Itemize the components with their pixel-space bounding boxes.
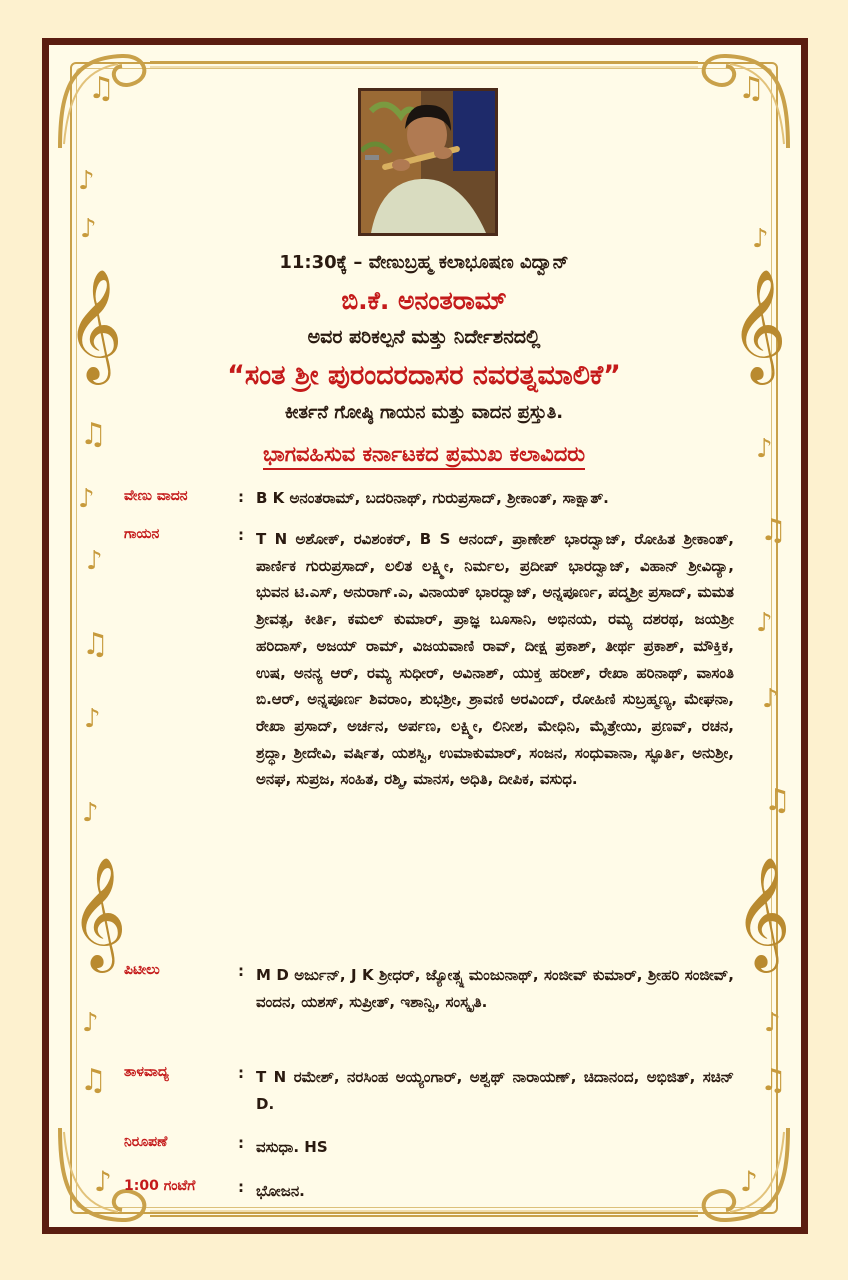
music-note-icon: ♫ — [738, 71, 765, 106]
music-note-icon: ♪ — [756, 608, 773, 638]
treble-clef-icon: 𝄞 — [66, 268, 123, 380]
music-note-icon: ♫ — [82, 627, 109, 662]
performance-line: ಕೀರ್ತನೆ ಗೋಷ್ಠಿ ಗಾಯನ ಮತ್ತು ವಾದನ ಪ್ರಸ್ತುತಿ. — [284, 402, 564, 423]
row-label: ನಿರೂಪಣೆ — [124, 1134, 168, 1150]
row-colon: : — [238, 1178, 244, 1196]
music-note-icon: ♫ — [760, 1063, 787, 1098]
music-note-icon: ♫ — [764, 783, 791, 818]
top-ornament-line — [150, 52, 698, 72]
music-note-icon: ♪ — [78, 484, 95, 514]
music-note-icon: ♪ — [764, 1008, 781, 1038]
artists-heading-text: ಭಾಗವಹಿಸುವ ಕರ್ನಾಟಕದ ಪ್ರಮುಖ ಕಲಾವಿದರು — [263, 442, 585, 470]
row-value: ವಸುಧಾ. HS — [256, 1138, 328, 1156]
row-colon: : — [238, 526, 244, 544]
music-note-icon: ♫ — [760, 513, 787, 548]
row-colon: : — [238, 488, 244, 506]
music-note-icon: ♪ — [80, 214, 97, 244]
music-note-icon: ♪ — [740, 1165, 758, 1198]
row-colon: : — [238, 1064, 244, 1082]
row-label: ಗಾಯನ — [124, 526, 160, 542]
music-note-icon: ♪ — [82, 1008, 99, 1038]
treble-clef-icon: 𝄞 — [70, 856, 127, 968]
row-value: T N ರಮೇಶ್, ನರಸಿಂಹ ಅಯ್ಯಂಗಾರ್, ಅಶ್ವಥ್ ನಾರಾಯಣ್, ಚಿದಾನಂದ, ಅಭಿಜಿತ್, ಸಚಿನ್ D. — [256, 1068, 734, 1113]
music-note-icon: ♪ — [94, 1165, 112, 1198]
row-value: T N ಅಶೋಕ್, ರವಿಶಂಕರ್, B S ಆನಂದ್, ಪ್ರಾಣೇಶ್ ಭಾರದ್ವಾಜ್, ರೋಹಿತ ಶ್ರೀಕಾಂತ್, ಪಾರ್ಣಿಕ ಗುರುಪ್ರಸಾದ್, ಲಲಿತ ಲಕ್ಷ್ಮೀ, ನಿರ್ಮಲ, ಪ್ರದೀಪ್ ಭಾರದ್ವಾಜ್, ವಿಹಾನ್ ಶ್ರೀವಿದ್ಯಾ, ಭುವನ ಟಿ.ಎಸ್, ಅನುರಾಗ್.ಎ, ವಿನಾಯಕ್ ಭಾರದ್ವಾಜ್, ಅನ್ನಪೂರ್ಣ, ಪದ್ಮಶ್ರೀ ಪ್ರಸಾದ್, ಮಮತ ಶ್ರೀವತ್ಸ, ಕೀರ್ತಿ, ಕಮಲ್ ಕುಮಾರ್, ಪ್ರಾಜ್ಞ ಬೂಸಾನಿ, ಅಭಿನಯ, ರಮ್ಯ ದಶರಥ, ಜಯಶ್ರೀ ಹರಿದಾಸ್, ಅಜಯ್ ರಾಮ್, ವಿಜಯವಾಣಿ ರಾವ್, ದೀಕ್ಷ ಪ್ರಕಾಶ್, ತೀರ್ಥ ಪ್ರಕಾಶ್, ಮೌಕ್ತಿಕ, ಉಷ, ಅನನ್ಯ ಆರ್, ರಮ್ಯ ಸುಧೀರ್, ಅವಿನಾಶ್, ಯುಕ್ತ ಹರೀಶ್, ರೇಖಾ ಹರಿನಾಥ್, ವಾಸಂತಿ ಬಿ.ಆರ್, ಅನ್ನಪೂರ್ಣ ಶಿವರಾಂ, ಶುಭಶ್ರೀ, ಶ್ರಾವಣಿ ಅರವಿಂದ್, ರೋಹಿಣಿ ಸುಬ್ರಹ್ಮಣ್ಯ, ಮೇಘನಾ, ರೇಖಾ ಪ್ರಸಾದ್, ಅರ್ಚನ, ಅರ್ಪಣ, ಲಕ್ಷ್ಮೀ, ಲಿನೀಶ, ಮೇಧಿನಿ, ಮೈತ್ರೇಯಿ, ಪ್ರಣವ್, ರಚನ, ಶ್ರದ್ಧಾ, ಶ್ರೀದೇವಿ, ವರ್ಷಿತ, ಯಶಸ್ವಿ, ಉಮಾಕುಮಾರ್, ಸಂಜನ, ಸಂಧುವಾನಾ, ಸ್ಫೂರ್ತಿ, ಅನುಶ್ರೀ, ಅನಘ, ಸುಪ್ರಜ, ಸಂಹಿತ, ರಶ್ಮಿ, ಮಾನಸ, ಅಧಿತಿ, ದೀಪಿಕ, ವಸುಧ. — [256, 530, 734, 789]
direction-line: ಅವರ ಪರಿಕಲ್ಪನೆ ಮತ್ತು ನಿರ್ದೇಶನದಲ್ಲಿ — [307, 326, 541, 348]
music-note-icon: ♪ — [86, 546, 103, 576]
row-label: ವೇಣು ವಾದನ — [124, 488, 188, 504]
row-label: 1:00 ಗಂಟೆಗೆ — [124, 1178, 196, 1194]
music-note-icon: ♫ — [80, 417, 107, 452]
music-note-icon: ♪ — [756, 434, 773, 464]
music-note-icon: ♪ — [84, 704, 101, 734]
row-label: ತಾಳವಾದ್ಯ — [124, 1064, 169, 1080]
music-note-icon: ♪ — [762, 684, 779, 714]
music-note-icon: ♪ — [78, 166, 95, 196]
artist-name: ಬಿ.ಕೆ. ಅನಂತರಾಮ್ — [341, 286, 507, 315]
program-title: “ಸಂತ ಶ್ರೀ ಪುರಂದರದಾಸರ ನವರತ್ನಮಾಲಿಕೆ” — [227, 360, 621, 391]
artists-heading — [0, 442, 848, 467]
music-note-icon: ♫ — [80, 1063, 107, 1098]
treble-clef-icon: 𝄞 — [730, 268, 787, 380]
row-colon: : — [238, 1134, 244, 1152]
row-value: ಭೋಜನ. — [256, 1182, 305, 1200]
music-note-icon: ♪ — [82, 798, 99, 828]
row-value: M D ಅರ್ಜುನ್, J K ಶ್ರೀಧರ್, ಜ್ಯೋತ್ಸ್ನ ಮಂಜುನಾಥ್, ಸಂಜೀವ್ ಕುಮಾರ್, ಶ್ರೀಹರಿ ಸಂಜೀವ್, ವಂದನ, ಯಶಸ್, ಸುಪ್ರೀತ್, ಇಶಾನ್ವಿ, ಸಂಸ್ಕೃತಿ. — [256, 966, 734, 1011]
artist-photo — [358, 88, 498, 236]
row-colon: : — [238, 962, 244, 980]
row-value: B K ಅನಂತರಾಮ್, ಬದರಿನಾಥ್, ಗುರುಪ್ರಸಾದ್, ಶ್ರೀಕಾಂತ್, ಸಾಕ್ಷಾತ್. — [256, 489, 609, 507]
bottom-ornament-line — [150, 1206, 698, 1226]
treble-clef-icon: 𝄞 — [734, 856, 791, 968]
music-note-icon: ♪ — [752, 224, 769, 254]
time-line: 11:30ಕ್ಕೆ – ವೇಣುಬ್ರಹ್ಮ ಕಲಾಭೂಷಣ ವಿದ್ವಾನ್ — [279, 252, 569, 273]
music-note-icon: ♫ — [88, 71, 115, 106]
row-label: ಪಿಟೀಲು — [124, 962, 160, 978]
